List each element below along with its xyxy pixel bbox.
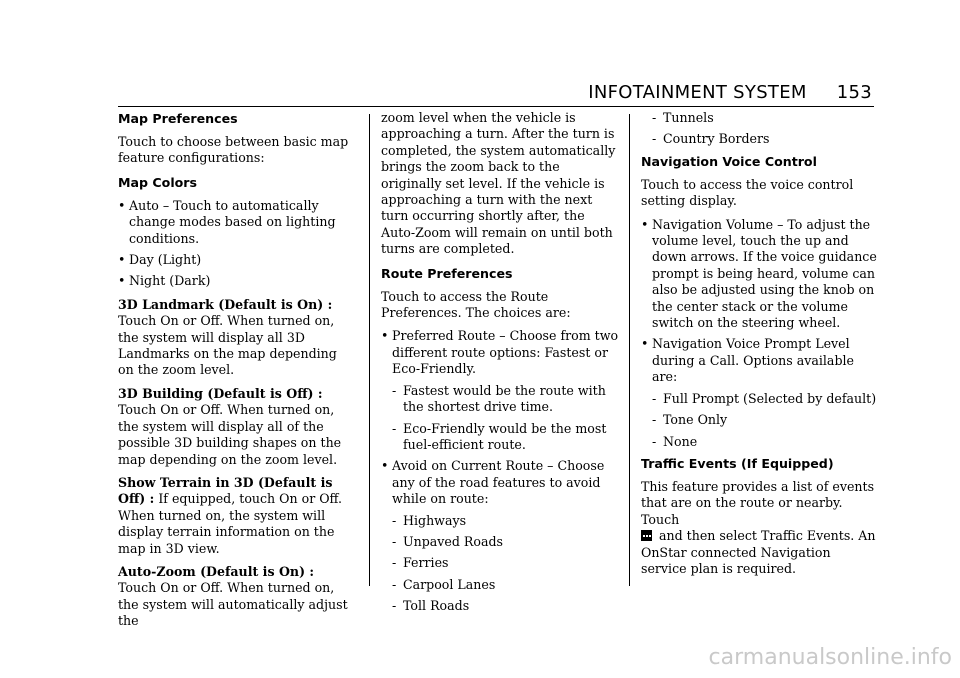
sub-list-item: - Tunnels <box>641 110 877 126</box>
landmark-term: 3D Landmark (Default is On) : <box>118 296 333 312</box>
terrain-paragraph <box>118 475 356 557</box>
map-colors-heading: Map Colors <box>118 174 197 190</box>
sub-list-item: - Country Borders <box>641 131 877 147</box>
sub-list-item: - Fastest would be the route with the shortest drive time. <box>381 383 619 416</box>
list-item: • Auto – Touch to automatically change modes based on lighting conditions. <box>118 198 356 247</box>
page-number: 153 <box>836 82 872 103</box>
autozoom-term: Auto-Zoom (Default is On) : <box>118 563 315 579</box>
terrain-text: If equipped, touch On or Off. When turned on, the system will display terrain information on the map in 3D view. <box>118 491 343 556</box>
voice-options-list <box>641 217 877 450</box>
landmark-paragraph <box>118 297 356 379</box>
voice-control-heading: Navigation Voice Control <box>641 153 817 169</box>
sub-list-item: - Highways <box>381 513 619 529</box>
sub-list-item: - Eco-Friendly would be the most fuel-efficient route. <box>381 421 619 454</box>
menu-icon <box>641 530 652 541</box>
route-options-list <box>381 328 619 614</box>
list-item: • Preferred Route – Choose from two different route options: Fastest or Eco-Friendly. <box>381 328 619 377</box>
page-header <box>588 82 872 103</box>
route-preferences-heading: Route Preferences <box>381 265 513 281</box>
list-item: • Day (Light) <box>118 252 356 268</box>
column-2 <box>381 110 619 620</box>
list-item: • Navigation Volume – To adjust the volume level, touch the up and down arrows. If the voice guidance prompt is being heard, volume can also be adjusted using the knob on the center stack or the volume switch on the steering wheel. <box>641 217 877 332</box>
sub-list-item: - Unpaved Roads <box>381 534 619 550</box>
sub-list-item: - Full Prompt (Selected by default) <box>641 391 877 407</box>
column-divider <box>369 114 370 586</box>
sub-list-item: - None <box>641 434 877 450</box>
sub-list-item: - Toll Roads <box>381 598 619 614</box>
route-preferences-text: Touch to access the Route Preferences. The choices are: <box>381 288 571 321</box>
map-preferences-text: Touch to choose between basic map feature configurations: <box>118 134 349 166</box>
autozoom-text: Touch On or Off. When turned on, the system will automatically adjust the <box>118 580 348 629</box>
building-term: 3D Building (Default is Off) : <box>118 385 323 401</box>
avoid-options-continued <box>641 110 877 148</box>
autozoom-continuation: zoom level when the vehicle is approaching a turn. After the turn is completed, the system automatically brings the zoom back to the originally set level. If the vehicle is approaching a turn with the next turn occurring shortly after, the Auto-Zoom will remain on until both turns are completed. <box>381 110 616 257</box>
traffic-text-1: This feature provides a list of events that are on the route or nearby. Touch <box>641 478 875 527</box>
traffic-text-2: and then select Traffic Events. An OnStar connected Navigation service plan is required. <box>641 528 876 576</box>
section-title: INFOTAINMENT SYSTEM <box>588 82 807 103</box>
list-item: • Avoid on Current Route – Choose any of the road features to avoid while on route: <box>381 458 619 507</box>
terrain-term: Show Terrain in 3D (Default is Off) : <box>118 474 333 507</box>
traffic-events-text <box>641 479 877 577</box>
voice-control-text: Touch to access the voice control setting display. <box>641 176 854 209</box>
column-1 <box>118 110 356 637</box>
map-preferences-heading: Map Preferences <box>118 111 238 126</box>
column-3 <box>641 110 877 584</box>
sub-list-item: - Ferries <box>381 555 619 571</box>
column-divider <box>629 114 630 586</box>
landmark-text: Touch On or Off. When turned on, the system will display all 3D Landmarks on the map depending on the zoom level. <box>118 313 337 378</box>
traffic-events-heading: Traffic Events (If Equipped) <box>641 455 834 471</box>
sub-list-item: - Tone Only <box>641 412 877 428</box>
map-colors-list <box>118 198 356 290</box>
autozoom-paragraph <box>118 564 356 630</box>
watermark: carmanualsonline.info <box>708 645 952 670</box>
building-paragraph <box>118 386 356 468</box>
list-item: • Navigation Voice Prompt Level during a Call. Options available are: <box>641 336 877 385</box>
building-text: Touch On or Off. When turned on, the system will display all of the possible 3D building shapes on the map depending on the zoom level. <box>118 402 342 467</box>
list-item: • Night (Dark) <box>118 273 356 289</box>
sub-list-item: - Carpool Lanes <box>381 577 619 593</box>
header-rule <box>118 106 874 107</box>
